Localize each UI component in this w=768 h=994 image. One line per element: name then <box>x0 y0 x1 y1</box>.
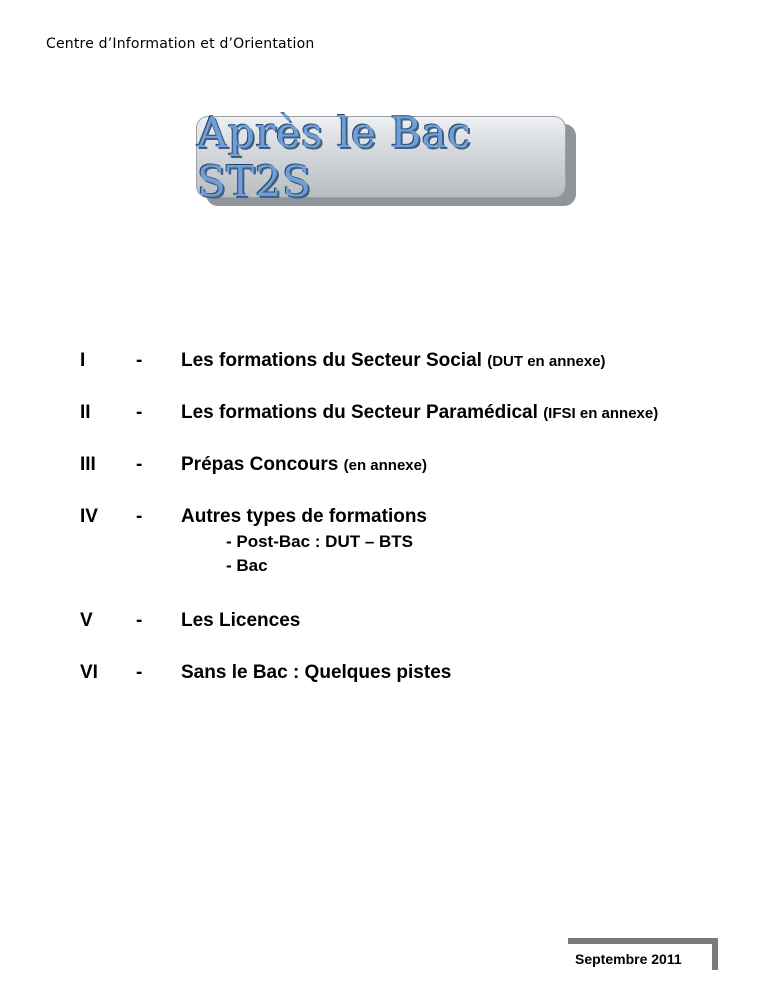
toc-title: Les formations du Secteur Paramédical (IFSI en annexe) <box>181 402 659 423</box>
banner-title: Après le Bac ST2S <box>197 108 472 206</box>
title-banner <box>196 108 578 208</box>
toc-number: III <box>80 454 96 475</box>
toc-number: V <box>80 610 93 631</box>
toc-number: I <box>80 350 86 371</box>
toc-note: (DUT en annexe) <box>487 353 606 370</box>
toc-title: Les formations du Secteur Social (DUT en annexe) <box>181 350 606 371</box>
toc-note: (en annexe) <box>343 457 427 474</box>
toc-dash: - <box>136 662 143 683</box>
toc-dash: - <box>136 454 143 475</box>
toc-dash: - <box>136 350 143 371</box>
toc-title: Sans le Bac : Quelques pistes <box>181 662 452 683</box>
toc-note: (IFSI en annexe) <box>543 405 659 422</box>
toc-number: VI <box>80 662 98 683</box>
toc-dash: - <box>136 506 143 527</box>
toc-title: Les Licences <box>181 610 301 631</box>
document-header: Centre d’Information et d’Orientation <box>46 36 315 52</box>
toc-number: II <box>80 402 91 423</box>
toc-number: IV <box>80 506 98 527</box>
toc-dash: - <box>136 402 143 423</box>
toc-dash: - <box>136 610 143 631</box>
footer-date: Septembre 2011 <box>575 951 682 967</box>
banner-panel <box>196 108 566 206</box>
toc-subitem: - Post-Bac : DUT – BTS <box>226 532 414 551</box>
toc-subitem: - Bac <box>226 556 268 575</box>
toc-title: Autres types de formations <box>181 506 427 527</box>
toc-title: Prépas Concours (en annexe) <box>181 454 427 475</box>
